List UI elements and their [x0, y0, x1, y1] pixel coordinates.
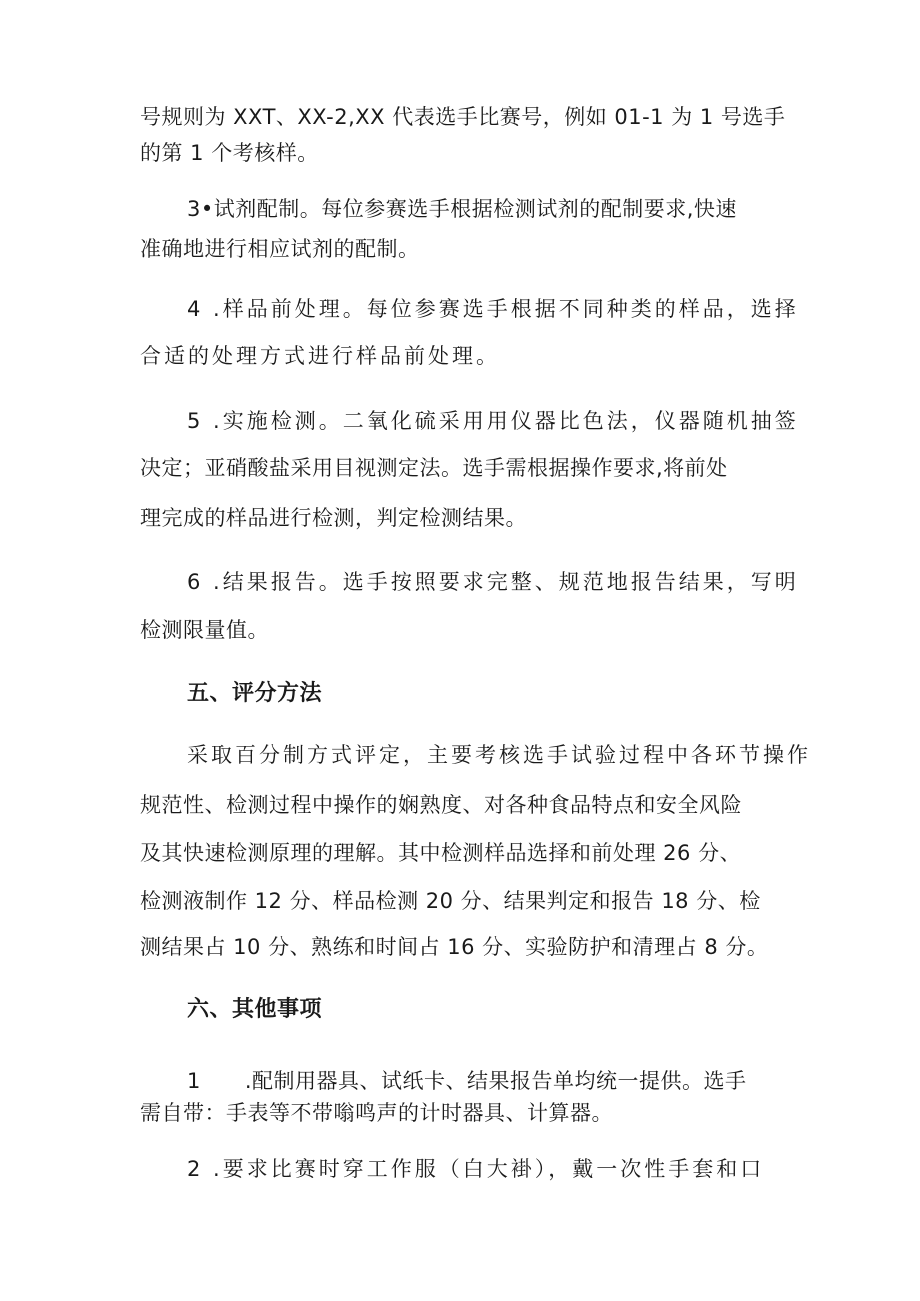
- list-text: .配制用器具、试纸卡、结果报告单均统一提供。选手: [244, 1069, 747, 1093]
- paragraph-line: 检测液制作 12 分、样品检测 20 分、结果判定和报告 18 分、检: [140, 889, 761, 913]
- paragraph-line: 需自带：手表等不带嗡鸣声的计时器具、计算器。: [140, 1101, 613, 1125]
- paragraph-line: 4 .样品前处理。每位参赛选手根据不同种类的样品，选择: [187, 297, 799, 321]
- paragraph-line: [187, 1068, 747, 1094]
- list-number: 1: [187, 1069, 201, 1093]
- paragraph-line: 2 .要求比赛时穿工作服（白大褂），戴一次性手套和口: [187, 1157, 765, 1181]
- paragraph-line: 的第 1 个考核样。: [140, 141, 319, 165]
- paragraph-line: 及其快速检测原理的理解。其中检测样品选择和前处理 26 分、: [140, 841, 742, 865]
- paragraph-line: 测结果占 10 分、熟练和时间占 16 分、实验防护和清理占 8 分。: [140, 935, 769, 959]
- paragraph-line: 规范性、检测过程中操作的娴熟度、对各种食品特点和安全风险: [140, 793, 742, 817]
- paragraph-line: 6 .结果报告。选手按照要求完整、规范地报告结果，写明: [187, 570, 799, 594]
- paragraph-line: 决定；亚硝酸盐采用目视测定法。选手需根据操作要求,将前处: [140, 456, 728, 480]
- paragraph-line: 3•试剂配制。每位参赛选手根据检测试剂的配制要求,快速: [187, 197, 737, 221]
- section-heading: 五、评分方法: [187, 681, 323, 706]
- section-heading: 六、其他事项: [187, 997, 323, 1022]
- paragraph-line: 合适的处理方式进行样品前处理。: [140, 344, 500, 368]
- paragraph-line: 检测限量值。: [140, 618, 269, 642]
- paragraph-line: 理完成的样品进行检测，判定检测结果。: [140, 506, 527, 530]
- paragraph-line: 5 .实施检测。二氧化硫采用用仪器比色法，仪器随机抽签: [187, 409, 799, 433]
- paragraph-line: 准确地进行相应试剂的配制。: [140, 237, 420, 261]
- paragraph-line: 号规则为 XXT、XX-2,XX 代表选手比赛号，例如 01-1 为 1 号选手: [140, 105, 786, 129]
- paragraph-line: 采取百分制方式评定，主要考核选手试验过程中各环节操作: [187, 743, 811, 767]
